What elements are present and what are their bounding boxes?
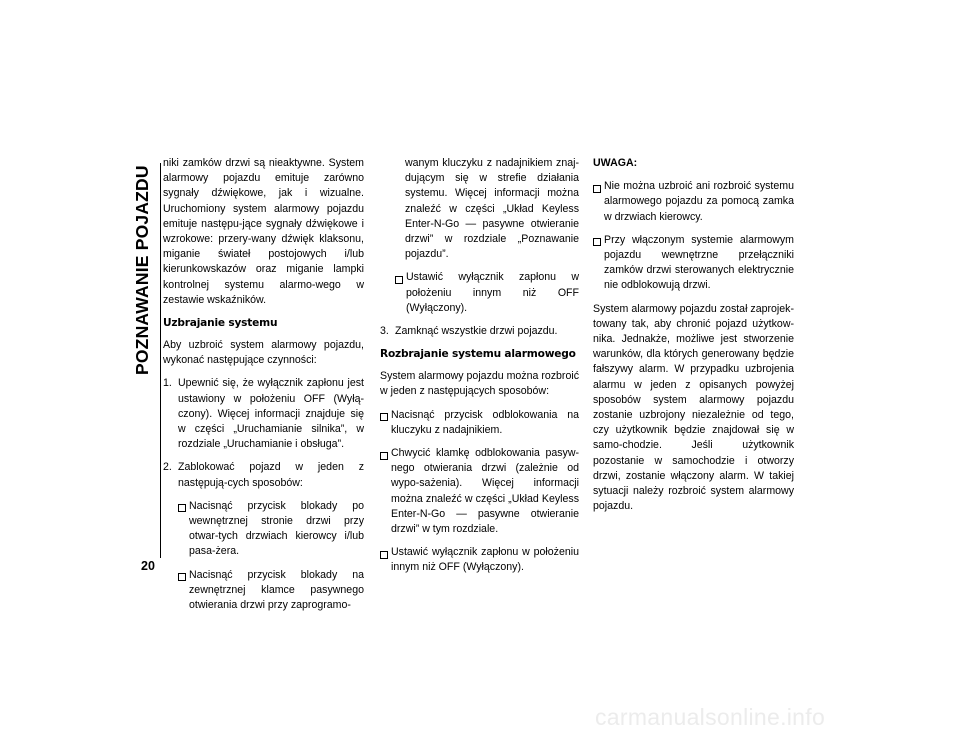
step-text: Zablokować pojazd w jeden z następują-cych sposobów: <box>178 461 364 489</box>
bullet-item <box>380 446 579 537</box>
paragraph-intro: niki zamków drzwi są nieaktywne. System alarmowy pojazdu emituje zarówno sygnały dźwiękowe, jak i wizualne. Uruchomiony system alarmowy pojazdu emituje następu-jące sygnały dźwiękowe i wzrokowe: przery-wany dźwięk klaksonu, miganie świateł postojowych i/lub kierunkowskazów oraz miganie lampki kontrolnej systemu alarmo-wego w zestawie wskaźników. <box>163 157 364 306</box>
column-1 <box>163 156 364 621</box>
note-item <box>593 179 794 225</box>
step-text: Upewnić się, że wyłącznik zapłonu jest ustawiony w położeniu OFF (Wyłą-czony). Więcej informacji znajduje się w części „Uruchamianie silnika”, w rozdziale „Uruchamianie i obsługa”. <box>178 377 364 451</box>
checkbox-bullet-icon <box>380 545 391 575</box>
note-item <box>593 233 794 294</box>
paragraph-false-alarm: System alarmowy pojazdu został zaprojek-towany tak, aby chronić pojazd użytkow-nika. Jednakże, możliwe jest stworzenie warunków, dla których generowany będzie fałszywy alarm. W przypadku uzbrojenia alarmu w jeden z opisanych powyżej sposobów system alarmowy pojazdu zostanie uzbrojony niezależnie od tego, czy użytkownik będzie znajdował się w samo-chodzie. Jeśli użytkownik pozostanie w samochodzie i otworzy drzwi, zostanie włączony alarm. W takiej sytuacji należy rozbroić system alarmowy pojazdu. <box>593 302 794 513</box>
checkbox-bullet-icon <box>593 179 604 225</box>
page-number: 20 <box>141 559 155 573</box>
bullet-item <box>380 408 579 438</box>
checkbox-bullet-icon <box>593 233 604 294</box>
note-text: Nie można uzbroić ani rozbroić systemu alarmowego pojazdu za pomocą zamka w drzwiach kierowcy. <box>604 180 794 223</box>
checkbox-bullet-icon <box>178 568 189 614</box>
bullet-item <box>178 499 364 560</box>
bullet-text: Ustawić wyłącznik zapłonu w położeniu innym niż OFF (Wyłączony). <box>406 271 579 314</box>
step-number: 3. <box>380 325 389 338</box>
bullet-item <box>380 545 579 575</box>
column-3 <box>593 156 794 522</box>
bullet-text: Ustawić wyłącznik zapłonu w położeniu innym niż OFF (Wyłączony). <box>391 546 579 574</box>
bullet-item <box>178 568 364 614</box>
bullet-text: Nacisnąć przycisk odblokowania na kluczyku z nadajnikiem. <box>391 408 579 436</box>
section-divider-line <box>160 163 161 558</box>
heading-disarming: Rozbrajanie systemu alarmowego <box>380 348 576 361</box>
step-2 <box>163 460 364 490</box>
bullet-item <box>395 270 579 316</box>
checkbox-bullet-icon <box>380 446 391 537</box>
paragraph-arming-lead: Aby uzbroić system alarmowy pojazdu, wykonać następujące czynności: <box>163 339 364 367</box>
note-text: Przy włączonym systemie alarmowym pojazdu wewnętrzne przełączniki zamków drzwi sterowanych elektrycznie nie odblokowują drzwi. <box>604 233 794 292</box>
section-title-text: POZNAWANIE POJAZDU <box>132 165 152 375</box>
section-side-title <box>132 160 162 375</box>
paragraph-continuation: wanym kluczyku z nadajnikiem znaj-dującym się w strefie działania systemu. Więcej informacji można znaleźć w części „Układ Keyless Enter-N-Go — pasywne otwieranie drzwi” w rozdziale „Poznawanie pojazdu”. <box>405 157 579 261</box>
checkbox-bullet-icon <box>380 408 391 438</box>
bullet-text: Nacisnąć przycisk blokady na zewnętrznej klamce pasywnego otwierania drzwi przy zaprogramo- <box>189 568 364 612</box>
column-2 <box>380 156 579 584</box>
bullet-text: Nacisnąć przycisk blokady po wewnętrznej stronie drzwi przy otwar-tych drzwiach kierowcy i/lub pasa-żera. <box>189 499 364 558</box>
bullet-text: Chwycić klamkę odblokowania pasyw-nego otwierania drzwi (zależnie od wypo-sażenia). Więcej informacji można znaleźć w części „Układ Keyless Enter-N-Go — pasywne otwieranie drzwi” w tym rozdziale. <box>391 447 579 536</box>
step-number: 2. <box>163 461 172 474</box>
checkbox-bullet-icon <box>178 499 189 560</box>
step-text: Zamknąć wszystkie drzwi pojazdu. <box>395 325 558 338</box>
paragraph-disarming-lead: System alarmowy pojazdu można rozbroić w jeden z następujących sposobów: <box>380 370 580 398</box>
checkbox-bullet-icon <box>395 270 406 316</box>
step-1 <box>163 376 364 452</box>
step-3 <box>380 324 579 339</box>
watermark: carmanualsonline.info <box>595 704 826 730</box>
step-number: 1. <box>163 377 172 390</box>
heading-arming: Uzbrajanie systemu <box>163 317 278 330</box>
note-title: UWAGA: <box>593 157 638 169</box>
